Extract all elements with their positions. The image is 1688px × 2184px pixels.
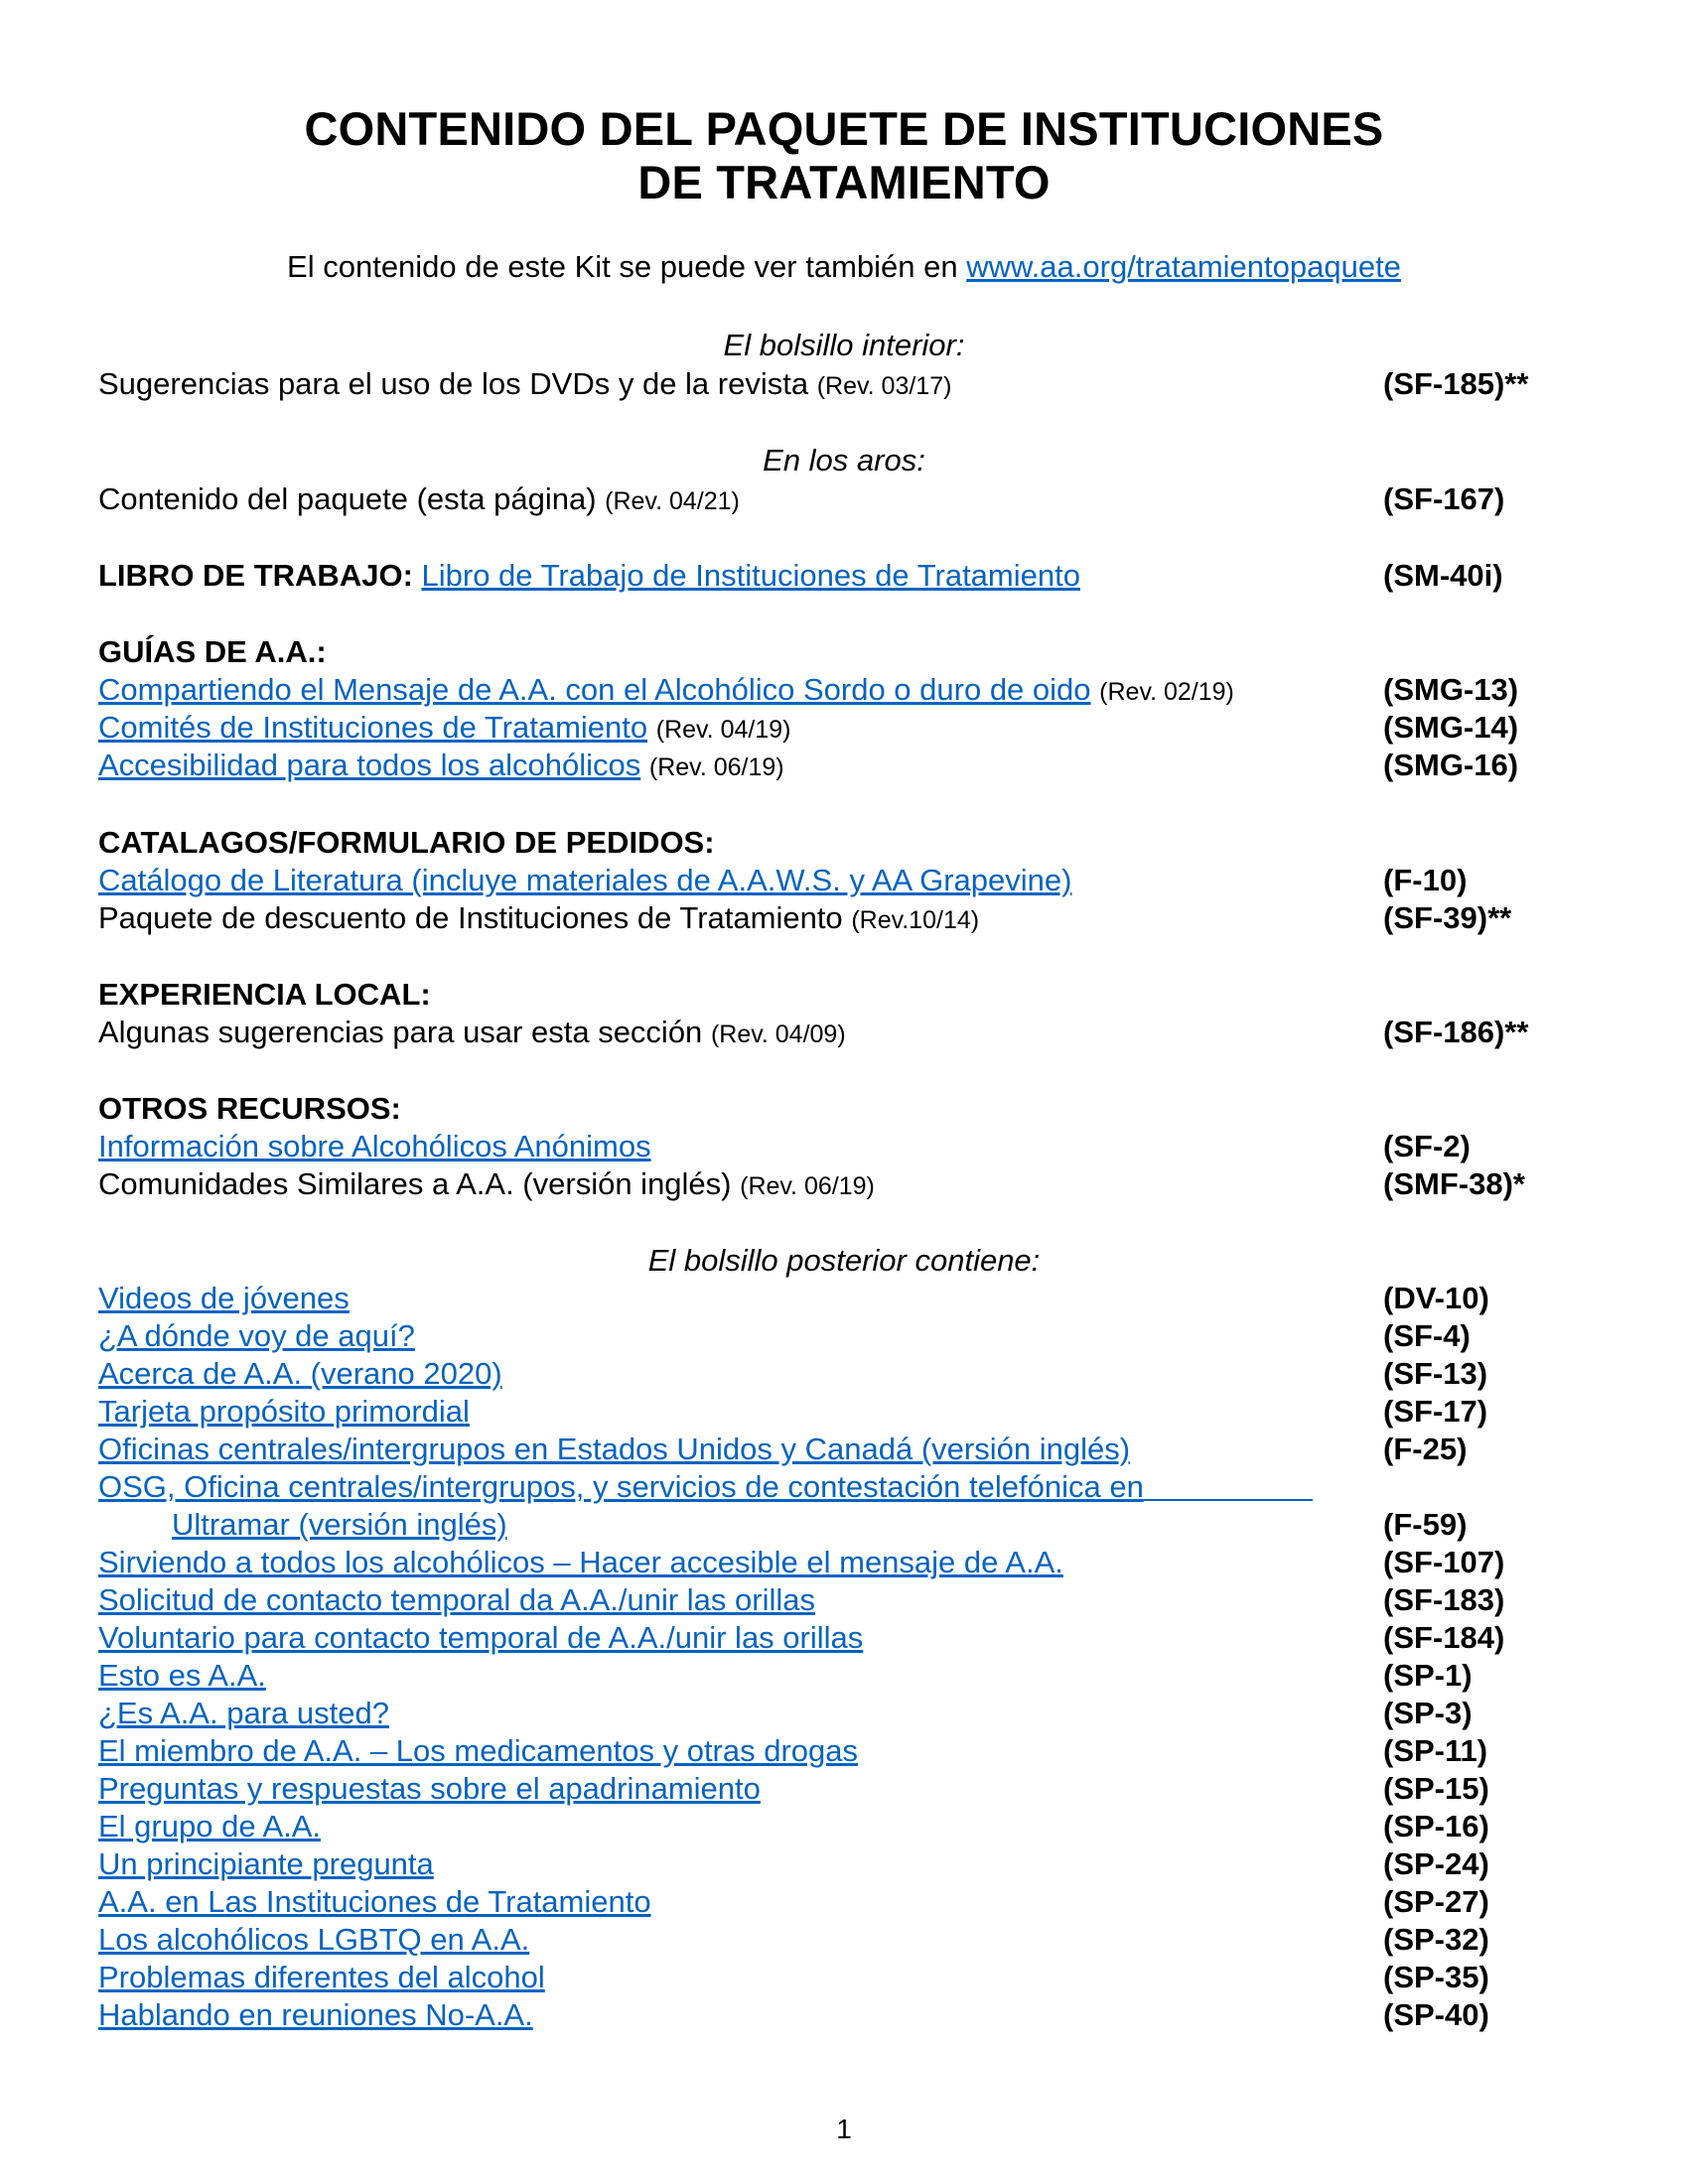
catalogs-item-discount [98, 899, 1627, 937]
subtitle [0, 248, 1688, 286]
item-link[interactable]: Acerca de A.A. (verano 2020) [98, 1356, 502, 1391]
item-link[interactable]: Los alcohólicos LGBTQ en A.A. [98, 1922, 530, 1957]
list-item [98, 1695, 1627, 1732]
rings-heading: En los aros: [763, 443, 925, 478]
item-code: (SP-27) [1383, 1884, 1489, 1919]
list-item [98, 1581, 1627, 1619]
other-item-info [98, 1128, 1627, 1165]
item-code: (SMG-16) [1383, 748, 1519, 782]
osg-link-line1[interactable]: OSG, Oficina centrales/intergrupos, y servicios de contestación telefónica en [98, 1469, 1144, 1504]
item-link[interactable]: El miembro de A.A. – Los medicamentos y otras drogas [98, 1733, 859, 1768]
item-code: (SP-24) [1383, 1846, 1489, 1881]
item-code: (SP-40) [1383, 1997, 1489, 2032]
item-link[interactable]: Voluntario para contacto temporal de A.A./unir las orillas [98, 1620, 864, 1655]
list-item [98, 1770, 1627, 1808]
item-code: (SF-39)** [1383, 900, 1512, 935]
osg-item-line2 [98, 1506, 1627, 1544]
item-code: (SF-184) [1383, 1620, 1505, 1655]
item-code: (SF-183) [1383, 1582, 1505, 1617]
item-code: (F-59) [1383, 1507, 1468, 1542]
local-item [98, 1014, 1627, 1051]
catalogs-heading: CATALAGOS/FORMULARIO DE PEDIDOS: [98, 825, 715, 860]
workbook-link[interactable]: Libro de Trabajo de Instituciones de Tratamiento [421, 558, 1080, 593]
item-rev: (Rev. 04/09) [710, 1021, 846, 1048]
item-rev: (Rev. 06/19) [740, 1172, 875, 1200]
underline-extension [1144, 1499, 1313, 1501]
osg-link-line2[interactable]: Ultramar (versión inglés) [172, 1507, 507, 1542]
list-item [98, 1431, 1627, 1468]
item-code: (SMG-14) [1383, 710, 1519, 745]
item-code: (SP-15) [1383, 1771, 1489, 1806]
page-title-line1: CONTENIDO DEL PAQUETE DE INSTITUCIONES [304, 102, 1384, 155]
list-item [98, 1845, 1627, 1883]
item-code: (SF-185)** [1383, 366, 1529, 401]
item-code: (SF-2) [1383, 1129, 1471, 1163]
list-item [98, 1657, 1627, 1695]
item-rev: (Rev. 04/19) [655, 716, 791, 744]
item-text: Sugerencias para el uso de los DVDs y de la revista [98, 366, 809, 401]
item-code: (SP-3) [1383, 1696, 1473, 1730]
guides-heading: GUÍAS DE A.A.: [98, 634, 327, 669]
list-item [98, 709, 1627, 747]
workbook-label: LIBRO DE TRABAJO: [98, 558, 413, 593]
subtitle-text: El contenido de este Kit se puede ver también en [287, 249, 967, 284]
item-text: Paquete de descuento de Instituciones de Tratamiento [98, 900, 843, 935]
inner-pocket-heading: El bolsillo interior: [723, 328, 965, 362]
item-code: (SF-4) [1383, 1318, 1471, 1353]
list-item [98, 1959, 1627, 1996]
list-item [98, 1317, 1627, 1355]
item-text: Contenido del paquete (esta página) [98, 481, 597, 516]
literature-catalog-link[interactable]: Catálogo de Literatura (incluye materiales de A.A.W.S. y AA Grapevine) [98, 863, 1072, 897]
list-item [98, 1732, 1627, 1770]
item-rev: (Rev. 06/19) [648, 753, 784, 781]
list-item [98, 1996, 1627, 2034]
list-item [98, 1883, 1627, 1921]
item-link[interactable]: Oficinas centrales/intergrupos en Estados Unidos y Canadá (versión inglés) [98, 1432, 1131, 1466]
item-link[interactable]: Preguntas y respuestas sobre el apadrinamiento [98, 1771, 761, 1806]
item-code: (SF-167) [1383, 481, 1505, 516]
catalogs-item-literature [98, 862, 1627, 899]
item-link[interactable]: Videos de jóvenes [98, 1281, 350, 1315]
item-link[interactable]: Tarjeta propósito primordial [98, 1394, 470, 1429]
list-item [98, 671, 1627, 709]
list-item [98, 1921, 1627, 1959]
item-link[interactable]: El grupo de A.A. [98, 1809, 322, 1843]
item-link[interactable]: Accesibilidad para todos los alcohólicos [98, 748, 641, 782]
item-link[interactable]: Hablando en reuniones No-A.A. [98, 1997, 533, 2032]
item-code: (SP-32) [1383, 1922, 1489, 1957]
item-text: Comunidades Similares a A.A. (versión inglés) [98, 1166, 732, 1201]
item-link[interactable]: Esto es A.A. [98, 1658, 266, 1693]
item-code: (SMG-13) [1383, 672, 1519, 707]
aa-info-link[interactable]: Información sobre Alcohólicos Anónimos [98, 1129, 651, 1163]
item-link[interactable]: A.A. en Las Instituciones de Tratamiento [98, 1884, 651, 1919]
back-pocket-heading: El bolsillo posterior contiene: [647, 1243, 1041, 1278]
item-rev: (Rev. 03/17) [816, 372, 952, 400]
local-heading: EXPERIENCIA LOCAL: [98, 977, 431, 1012]
item-link[interactable]: Compartiendo el Mensaje de A.A. con el Alcohólico Sordo o duro de oido [98, 672, 1091, 707]
item-link[interactable]: Un principiante pregunta [98, 1846, 434, 1881]
other-item-communities [98, 1165, 1627, 1203]
other-heading: OTROS RECURSOS: [98, 1091, 401, 1126]
item-code: (SF-17) [1383, 1394, 1488, 1429]
item-code: (DV-10) [1383, 1281, 1489, 1315]
item-link[interactable]: ¿Es A.A. para usted? [98, 1696, 389, 1730]
item-link[interactable]: Problemas diferentes del alcohol [98, 1960, 545, 1994]
rings-item [98, 480, 1627, 518]
item-code: (SMF-38)* [1383, 1166, 1525, 1201]
workbook-row [98, 557, 1627, 595]
item-code: (SF-107) [1383, 1545, 1505, 1579]
item-rev: (Rev.10/14) [851, 906, 980, 934]
list-item [98, 1619, 1627, 1657]
inner-pocket-item [98, 365, 1627, 403]
item-code: (SF-13) [1383, 1356, 1488, 1391]
item-link[interactable]: Sirviendo a todos los alcohólicos – Hacer accesible el mensaje de A.A. [98, 1545, 1063, 1579]
item-code: (F-25) [1383, 1432, 1468, 1466]
list-item [98, 747, 1627, 784]
item-rev: (Rev. 04/21) [605, 487, 740, 515]
item-code: (SP-16) [1383, 1809, 1489, 1843]
list-item [98, 1355, 1627, 1393]
list-item [98, 1393, 1627, 1431]
item-rev: (Rev. 02/19) [1099, 678, 1234, 706]
item-code: (SF-186)** [1383, 1015, 1529, 1049]
page-number: 1 [836, 2114, 852, 2144]
item-code: (SP-35) [1383, 1960, 1489, 1994]
kit-url-link[interactable]: www.aa.org/tratamientopaquete [966, 249, 1401, 284]
item-text: Algunas sugerencias para usar esta sección [98, 1015, 703, 1049]
list-item [98, 1280, 1627, 1317]
osg-item-line1 [98, 1468, 1627, 1506]
item-code: (SP-11) [1383, 1733, 1488, 1768]
workbook-code: (SM-40i) [1383, 558, 1503, 593]
item-code: (SP-1) [1383, 1658, 1473, 1693]
list-item [98, 1808, 1627, 1845]
item-link[interactable]: Comités de Instituciones de Tratamiento [98, 710, 648, 745]
item-code: (F-10) [1383, 863, 1468, 897]
item-link[interactable]: ¿A dónde voy de aquí? [98, 1318, 415, 1353]
page-title-line2: DE TRATAMIENTO [637, 156, 1051, 208]
item-link[interactable]: Solicitud de contacto temporal da A.A./unir las orillas [98, 1582, 815, 1617]
list-item [98, 1544, 1627, 1581]
